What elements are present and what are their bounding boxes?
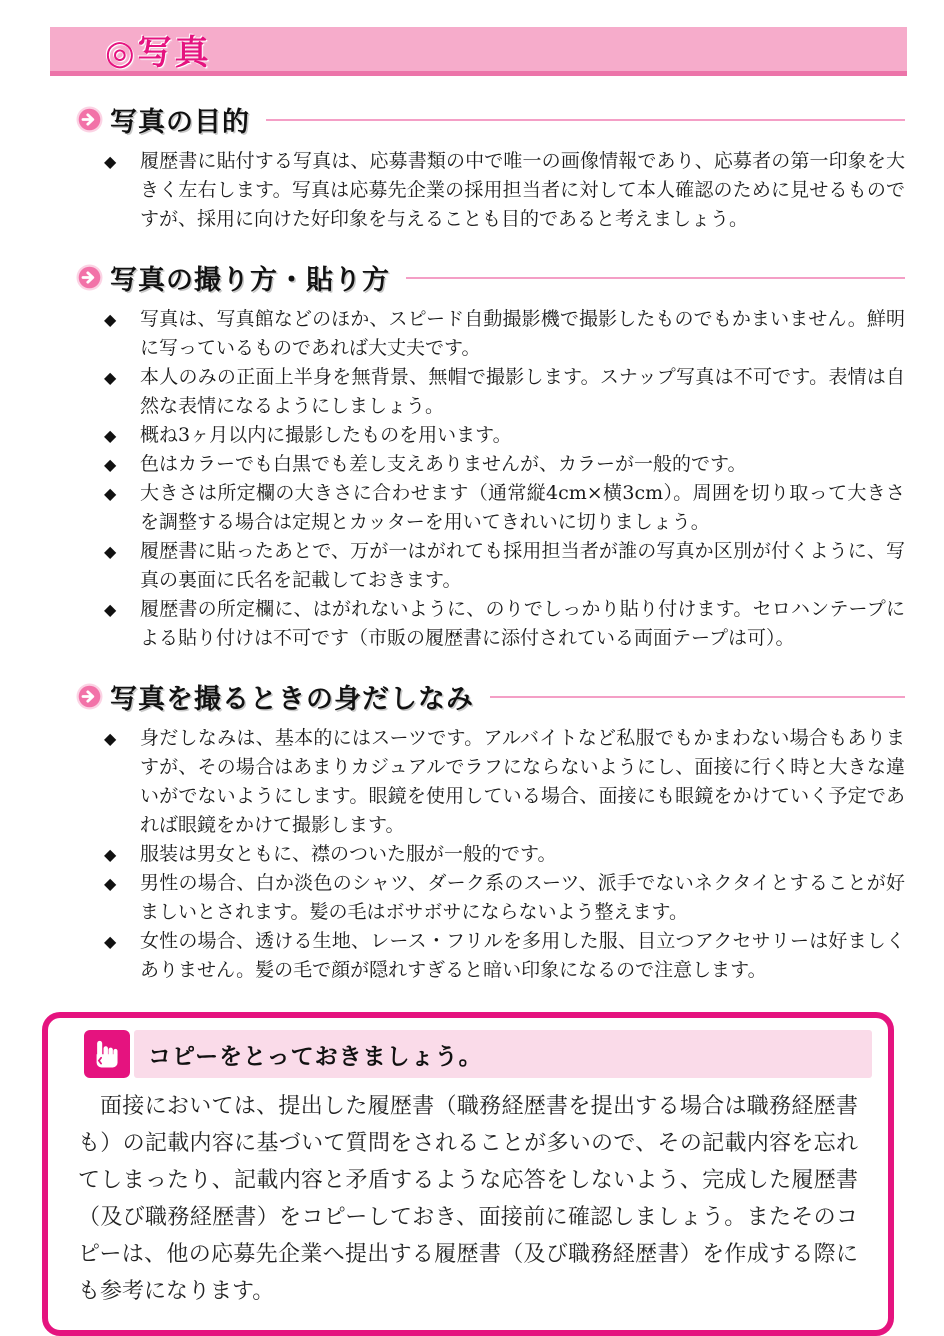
list-item (104, 363, 905, 421)
note-title: コピーをとっておきましょう。 (148, 1043, 483, 1070)
bullet-list (104, 147, 905, 234)
section-heading: 写真の撮り方・貼り方 (110, 265, 390, 296)
list-item-text: 写真は、写真館などのほか、スピード自動撮影機で撮影したものでもかまいません。鮮明に写っているものであれば大丈夫です。 (140, 308, 905, 359)
arrow-circle-icon (76, 106, 103, 133)
arrow-circle-icon (76, 264, 103, 291)
bullet-list (104, 305, 905, 653)
list-item-text: 本人のみの正面上半身を無背景、無帽で撮影します。スナップ写真は不可です。表情は自然な表情になるようにしましょう。 (140, 366, 905, 417)
section-heading: 写真の目的 (110, 107, 250, 138)
list-item (104, 421, 905, 450)
bullet-list (104, 724, 905, 985)
note-box (42, 1012, 894, 1336)
list-item-text: 大きさは所定欄の大きさに合わせます（通常縦4cm×横3cm）。周囲を切り取って大きさを調整する場合は定規とカッターを用いてきれいに切りましょう。 (140, 482, 905, 533)
arrow-circle-icon (76, 683, 103, 710)
list-item-text: 概ね3ヶ月以内に撮影したものを用います。 (140, 424, 512, 446)
diamond-bullet-icon: ◆ (104, 484, 117, 503)
note-body-text: 面接においては、提出した履歴書（職務経歴書を提出する場合は職務経歴書も）の記載内容に基づいて質問をされることが多いので、その記載内容を忘れてしまったり、記載内容と矛盾するような応答をしないよう、完成した履歴書（及び職務経歴書）をコピーしておき、面接前に確認しましょう。またそのコピーは、他の応募先企業へ提出する履歴書（及び職務経歴書）を作成する際にも参考になります。 (78, 1094, 858, 1304)
diamond-bullet-icon: ◆ (104, 845, 117, 864)
section-photo-purpose (76, 100, 905, 234)
list-item (104, 450, 905, 479)
diamond-bullet-icon: ◆ (104, 729, 117, 748)
section-heading-row (76, 100, 905, 139)
list-item-text: 履歴書に貼ったあとで、万が一はがれても採用担当者が誰の写真か区別が付くように、写真の裏面に氏名を記載しておきます。 (140, 540, 905, 591)
note-title-bar (134, 1030, 872, 1078)
heading-rule (490, 696, 905, 698)
section-heading-row (76, 258, 905, 297)
note-box-header (84, 1030, 872, 1078)
list-item (104, 840, 905, 869)
list-item-text: 女性の場合、透ける生地、レース・フリルを多用した服、目立つアクセサリーは好ましくありません。髪の毛で顔が隠れすぎると暗い印象になるので注意します。 (140, 930, 905, 981)
list-item-text: 履歴書の所定欄に、はがれないように、のりでしっかり貼り付けます。セロハンテープによる貼り付けは不可です（市販の履歴書に添付されている両面テープは可）。 (140, 598, 905, 649)
diamond-bullet-icon: ◆ (104, 426, 117, 445)
section-photo-how-to (76, 258, 905, 653)
list-item (104, 724, 905, 840)
list-item-text: 服装は男女ともに、襟のついた服が一般的です。 (140, 843, 557, 865)
section-heading: 写真を撮るときの身だしなみ (110, 684, 474, 715)
list-item (104, 479, 905, 537)
list-item (104, 595, 905, 653)
list-item-text: 身だしなみは、基本的にはスーツです。アルバイトなど私服でもかまわない場合もありますが、その場合はあまりカジュアルでラフにならないようにし、面接に行く時と大きな違いがでないようにします。眼鏡を使用している場合、面接にも眼鏡をかけていく予定であれば眼鏡をかけて撮影します。 (140, 727, 905, 836)
list-item-text: 男性の場合、白か淡色のシャツ、ダーク系のスーツ、派手でないネクタイとすることが好ましいとされます。髪の毛はボサボサにならないよう整えます。 (140, 872, 905, 923)
diamond-bullet-icon: ◆ (104, 600, 117, 619)
heading-rule (266, 119, 905, 121)
list-item (104, 147, 905, 234)
page-title: ◎写真 (105, 32, 212, 73)
diamond-bullet-icon: ◆ (104, 455, 117, 474)
list-item (104, 537, 905, 595)
list-item (104, 305, 905, 363)
list-item (104, 869, 905, 927)
diamond-bullet-icon: ◆ (104, 310, 117, 329)
diamond-bullet-icon: ◆ (104, 368, 117, 387)
section-photo-grooming (76, 677, 905, 985)
list-item-text: 履歴書に貼付する写真は、応募書類の中で唯一の画像情報であり、応募者の第一印象を大きく左右します。写真は応募先企業の採用担当者に対して本人確認のために見せるものですが、採用に向けた好印象を与えることも目的であると考えましょう。 (140, 150, 905, 230)
diamond-bullet-icon: ◆ (104, 152, 117, 171)
diamond-bullet-icon: ◆ (104, 874, 117, 893)
section-heading-row (76, 677, 905, 716)
diamond-bullet-icon: ◆ (104, 542, 117, 561)
diamond-bullet-icon: ◆ (104, 932, 117, 951)
page-title-bar (50, 27, 907, 76)
list-item (104, 927, 905, 985)
heading-rule (406, 277, 905, 279)
pointing-hand-icon (84, 1030, 130, 1078)
list-item-text: 色はカラーでも白黒でも差し支えありませんが、カラーが一般的です。 (140, 453, 747, 475)
